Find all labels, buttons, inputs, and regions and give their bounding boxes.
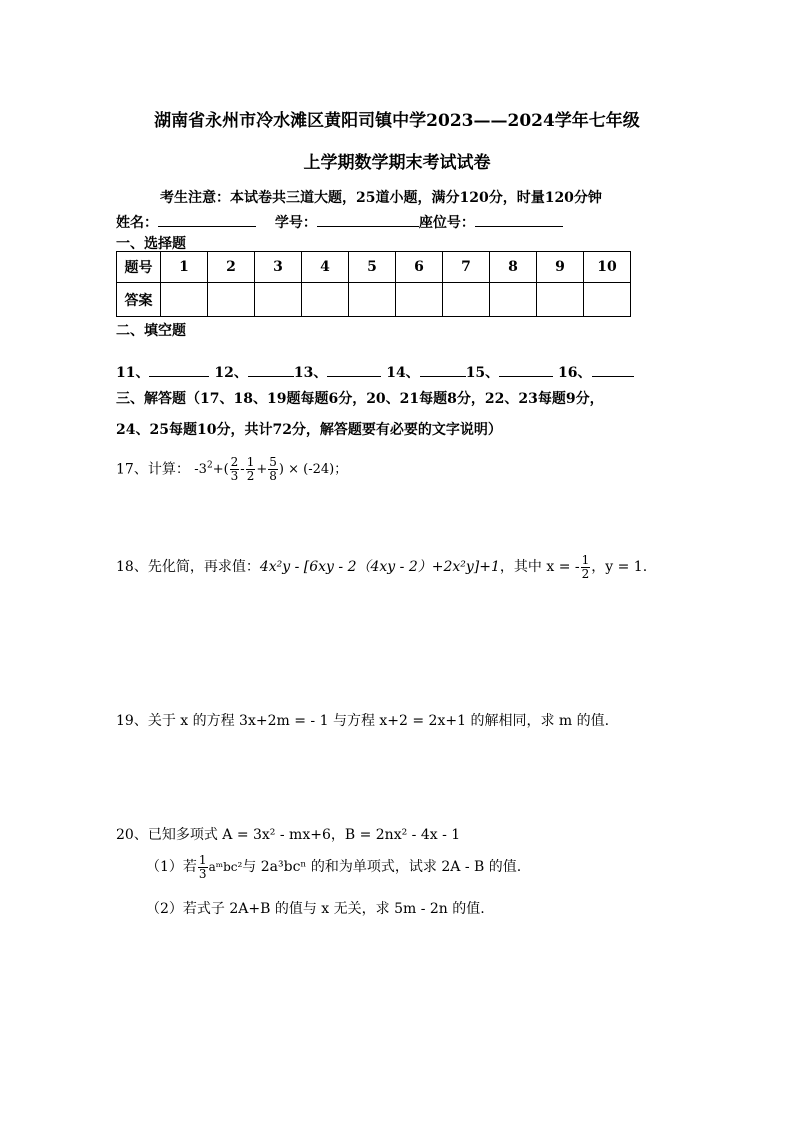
fraction: $\frac{1}{2}$ [581, 552, 590, 581]
header-cell-answer: 答案 [117, 283, 161, 317]
title-line-2: 上学期数学期末考试试卷 [303, 153, 491, 173]
blank-13[interactable] [327, 362, 381, 377]
question-number-cell: 1 [161, 252, 208, 283]
question-17 [116, 451, 347, 485]
question-20-part-2: （2）若式子 2A+B 的值与 x 无关，求 5m - 2n 的值. [146, 901, 485, 917]
blank-label-15: 15、 [465, 365, 500, 381]
question-number-cell: 4 [302, 252, 349, 283]
question-number-cell: 3 [255, 252, 302, 283]
question-number-cell: 5 [349, 252, 396, 283]
question-number-cell: 7 [443, 252, 490, 283]
blank-label-12: 12、 [214, 365, 248, 381]
answer-cell[interactable] [490, 283, 537, 317]
question-number-cell: 6 [396, 252, 443, 283]
answer-cell[interactable] [443, 283, 490, 317]
question-20-part-1: （1）若 $\frac{1}{3}$ aᵐbc²与 2a³bcⁿ 的和为单项式，试求 2A - B 的值. [146, 852, 522, 881]
question-18 [116, 552, 647, 582]
fraction: $\frac{5}{8}$ [269, 455, 277, 484]
question-number-cell: 2 [208, 252, 255, 283]
q17-prefix: 17、计算： [116, 461, 190, 478]
answer-cell[interactable] [584, 283, 631, 317]
answer-cell[interactable] [302, 283, 349, 317]
blank-label-11: 11、 [116, 365, 150, 381]
question-19: 19、关于 x 的方程 3x+2m = - 1 与方程 x+2 = 2x+1 的解相同，求 m 的值. [116, 713, 610, 729]
seat-blank[interactable] [475, 212, 563, 227]
student-info-row [116, 212, 563, 232]
answer-cell[interactable] [537, 283, 584, 317]
question-number-cell: 9 [537, 252, 584, 283]
answer-cell[interactable] [208, 283, 255, 317]
seat-label: 座位号： [418, 215, 475, 231]
q20-monomial: aᵐbc² [208, 860, 243, 874]
blank-label-14: 14、 [386, 365, 420, 381]
exam-notice: 考生注意：本试卷共三道大题，25道小题，满分120分，时量120分钟 [160, 190, 602, 206]
fraction: $\frac{1}{2}$ [246, 455, 255, 484]
fraction: $\frac{1}{3}$ [198, 852, 207, 881]
blank-14[interactable] [420, 362, 466, 377]
blank-12[interactable] [248, 362, 294, 377]
blank-16[interactable] [592, 362, 634, 377]
answer-cell[interactable] [396, 283, 443, 317]
header-cell-number: 题号 [117, 252, 161, 283]
answer-cell[interactable] [161, 283, 208, 317]
blank-11[interactable] [149, 362, 209, 377]
fill-in-blanks-row [116, 362, 634, 382]
name-blank[interactable] [158, 212, 256, 227]
answer-cell[interactable] [255, 283, 302, 317]
section-2-title: 二、填空题 [116, 323, 186, 339]
answer-cell[interactable] [349, 283, 396, 317]
section-1-title: 一、选择题 [116, 236, 186, 252]
student-id-blank[interactable] [317, 212, 419, 227]
question-number-cell: 10 [584, 252, 631, 283]
answer-table [116, 251, 631, 317]
name-label: 姓名： [116, 215, 158, 231]
blank-15[interactable] [499, 362, 553, 377]
section-3-title-line-1: 三、解答题（17、18、19题每题6分，20、21每题8分，22、23每题9分， [116, 391, 604, 407]
q18-prefix: 18、先化简，再求值： [116, 559, 260, 575]
q17-expression: $-3^2+$( $\frac{2}{3}$ - $\frac{1}{2}$ + $\frac{5}{8}$ ) × (-24)； [194, 455, 348, 484]
q18-condition: ，其中 x = - [499, 559, 580, 575]
student-id-label: 学号： [274, 215, 317, 231]
section-3-title-line-2: 24、25每题10分，共计72分，解答题要有必要的文字说明） [116, 422, 502, 438]
blank-label-16: 16、 [558, 365, 592, 381]
title-line-1: 湖南省永州市冷水滩区黄阳司镇中学2023——2024学年七年级 [154, 111, 640, 131]
q18-expression: 4x²y - [6xy - 2（4xy - 2）+2x²y]+1 [259, 559, 500, 575]
q18-tail: ，y = 1. [591, 559, 648, 575]
fraction: $\frac{2}{3}$ [230, 455, 239, 484]
question-20: 20、已知多项式 A = 3x² - mx+6，B = 2nx² - 4x - 1 [116, 827, 461, 843]
question-number-cell: 8 [490, 252, 537, 283]
blank-label-13: 13、 [293, 365, 328, 381]
